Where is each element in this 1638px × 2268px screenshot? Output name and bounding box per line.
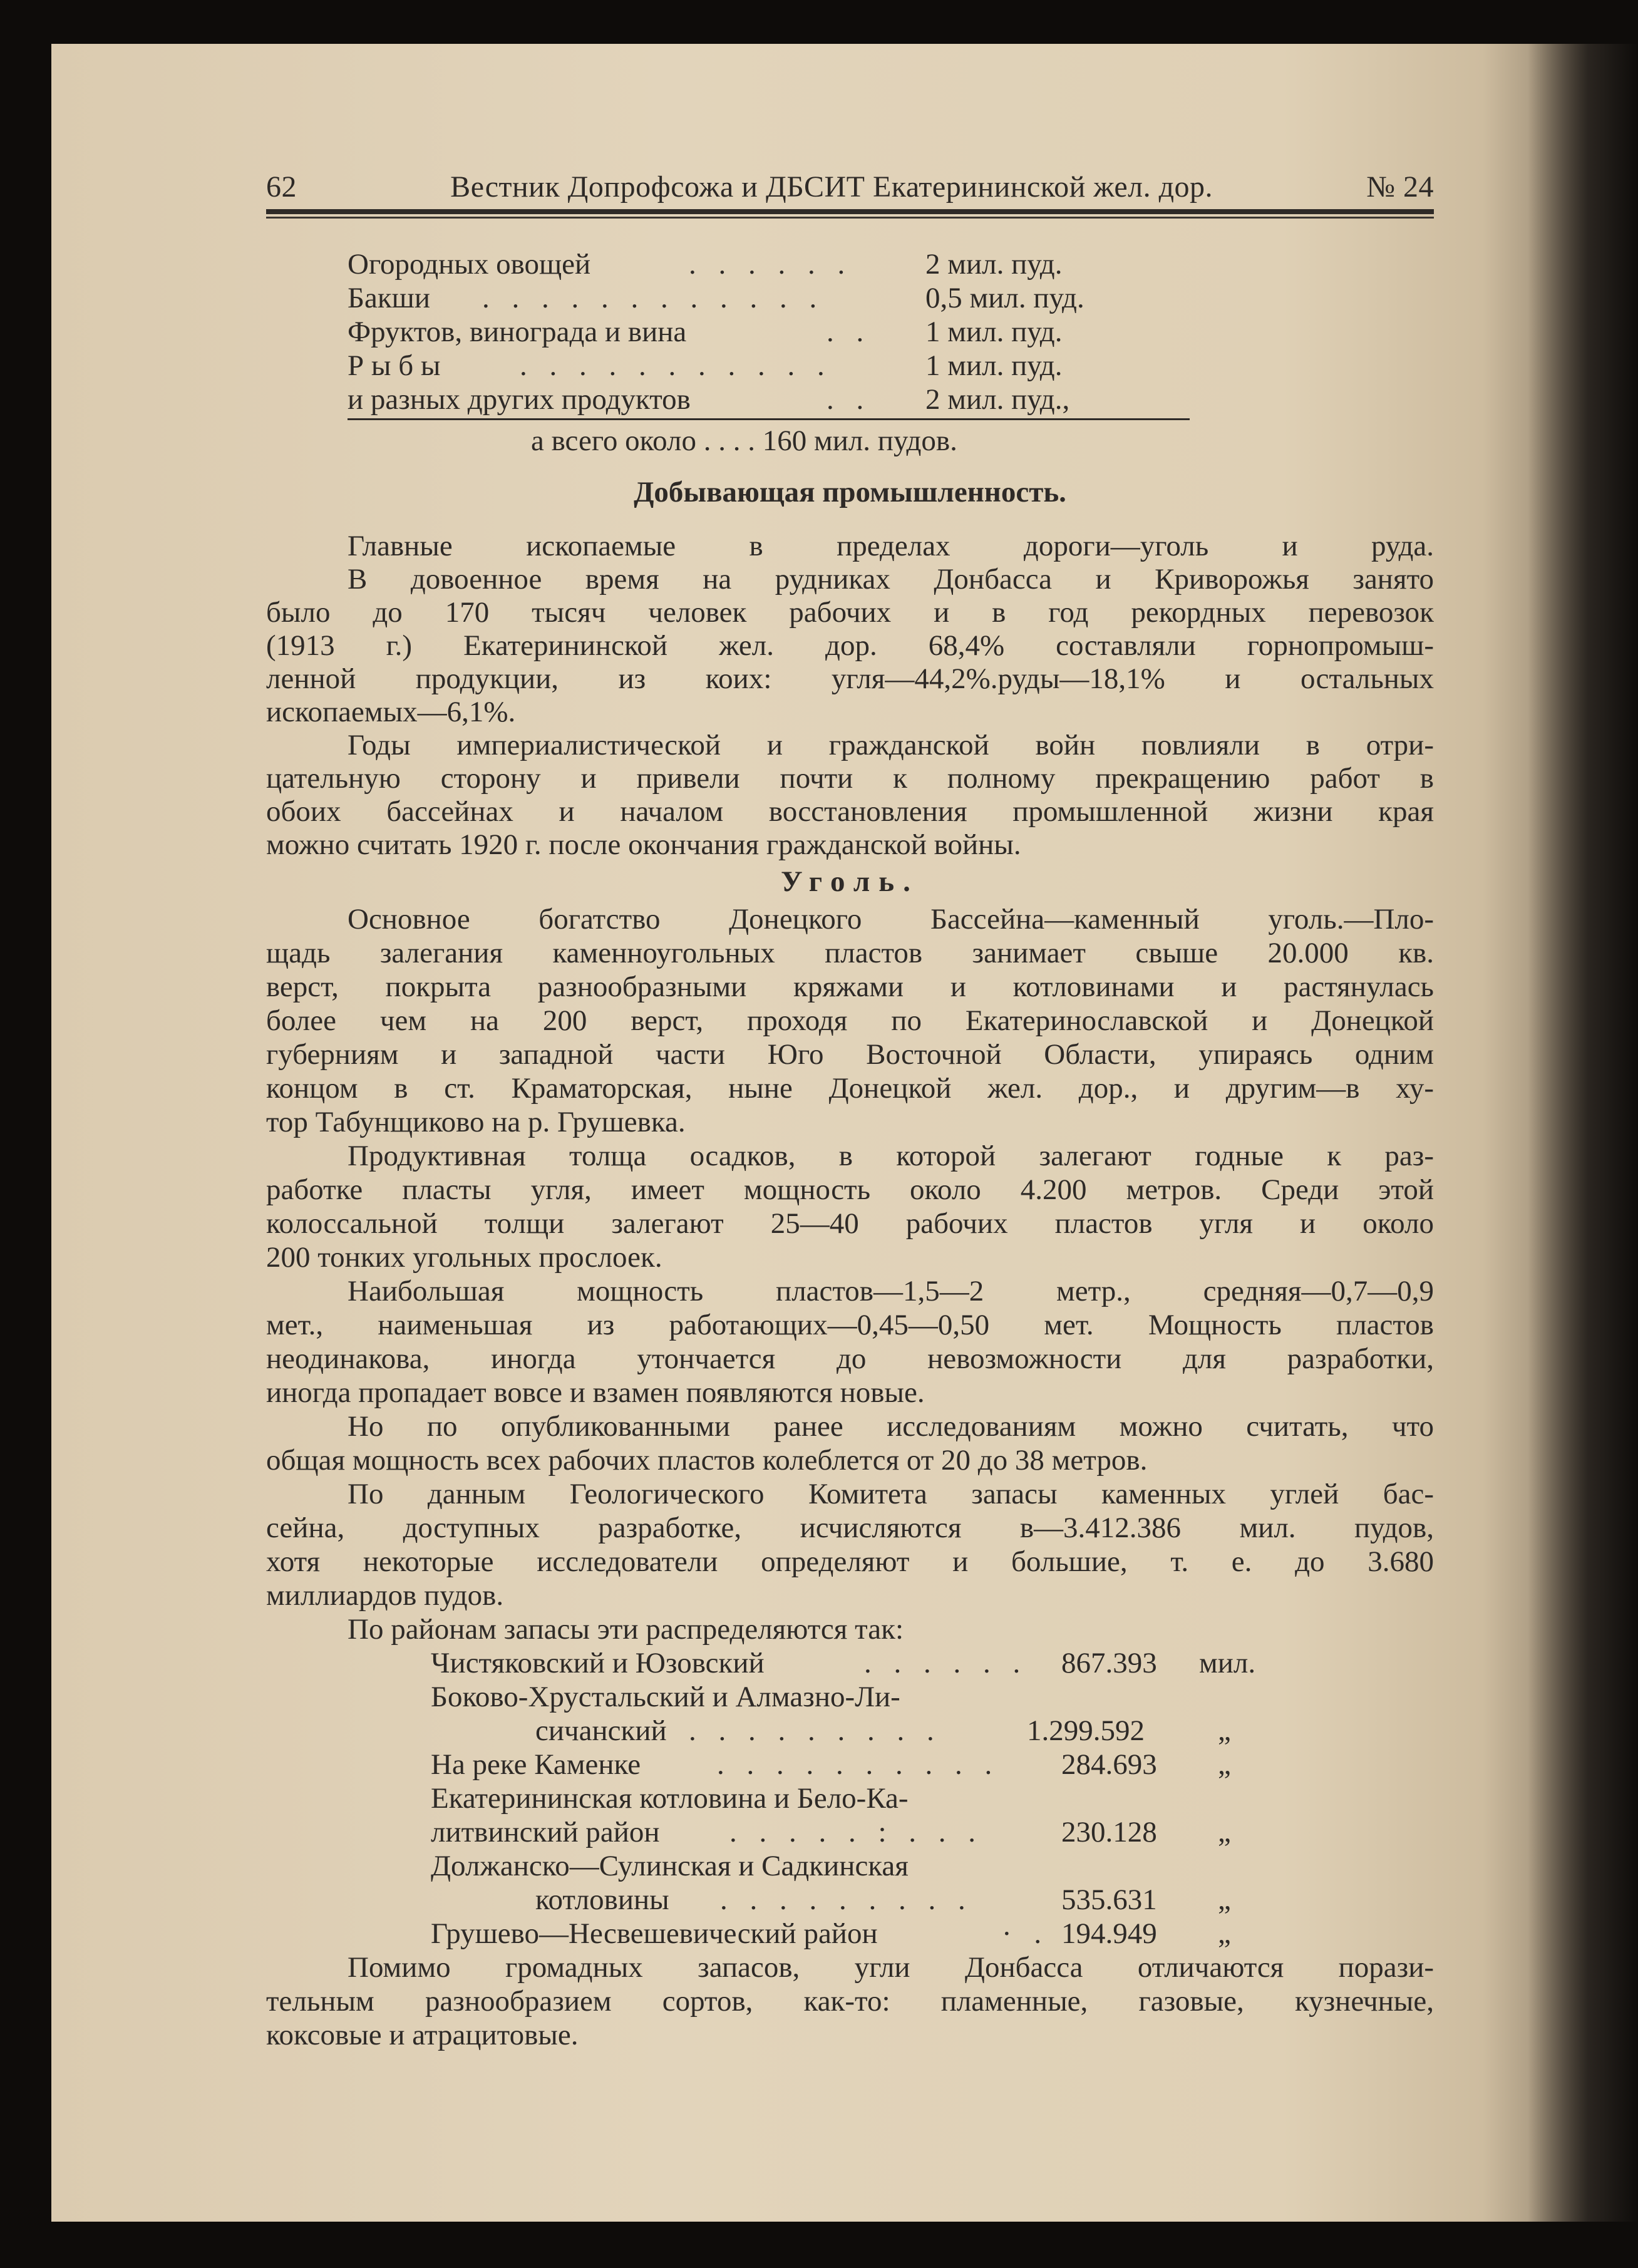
page-number: 62 <box>266 170 297 204</box>
produce-dots: . . <box>827 383 872 416</box>
issue-number: № 24 <box>1366 170 1434 204</box>
paragraph-line: концом в ст. Краматорская, ныне Донецкой жел. дор., и другим—в ху- <box>266 1072 1434 1105</box>
paragraph-line: ископаемых—6,1%. <box>266 696 516 728</box>
paragraph-line: 200 тонких угольных прослоек. <box>266 1241 662 1274</box>
produce-label: Фруктов, винограда и вина <box>348 316 687 348</box>
reserve-value: 1.299.592 <box>1027 1714 1145 1747</box>
section-heading: Добывающая промышленность. <box>634 476 1066 508</box>
reserve-dots: . . . . . . . . . . <box>717 1748 1000 1781</box>
produce-value: 1 мил. пуд. <box>925 349 1063 382</box>
paragraph-line: обоих бассейнах и началом восстановления промышленной жизни края <box>266 795 1434 828</box>
paragraph-line: По районам запасы эти распределяются так: <box>348 1613 904 1646</box>
reserve-unit: „ <box>1218 1884 1231 1916</box>
paragraph-line: Но по опубликованными ранее исследованиям можно считать, что <box>348 1410 1434 1443</box>
paragraph-line: иногда пропадает вовсе и взамен появляются новые. <box>266 1376 925 1409</box>
produce-dots: . . <box>827 316 872 348</box>
paragraph-line: более чем на 200 верст, проходя по Екатеринославской и Донецкой <box>266 1004 1434 1037</box>
produce-value: 2 мил. пуд., <box>925 383 1070 416</box>
paragraph-line: верст, покрыта разнообразными кряжами и котловинами и растянулась <box>266 971 1434 1003</box>
paragraph-line: Наибольшая мощность пластов—1,5—2 метр., средняя—0,7—0,9 <box>348 1275 1434 1307</box>
paragraph-line: щадь залегания каменноугольных пластов занимает свыше 20.000 кв. <box>266 937 1434 969</box>
produce-label: и разных других продуктов <box>348 383 691 416</box>
produce-value: 0,5 мил. пуд. <box>925 282 1084 314</box>
paragraph-line: Помимо громадных запасов, угли Донбасса отличаются порази- <box>348 1951 1434 1984</box>
paragraph-line: Основное богатство Донецкого Бассейна—каменный уголь.—Пло- <box>348 903 1434 936</box>
reserve-value: 230.128 <box>1061 1816 1157 1848</box>
paragraph-line: неодинакова, иногда утончается до невозможности для разработки, <box>266 1343 1434 1375</box>
paragraph-line: Годы империалистической и гражданской войн повлияли в отри- <box>348 729 1434 761</box>
reserve-district: Грушево—Несвешевический район <box>431 1917 878 1950</box>
produce-total: а всего около . . . . 160 мил. пудов. <box>531 425 957 457</box>
produce-value: 2 мил. пуд. <box>925 248 1063 281</box>
paragraph-line: хотя некоторые исследователи определяют и большие, т. е. до 3.680 <box>266 1545 1434 1578</box>
section-heading: Уголь. <box>781 865 919 898</box>
produce-dots: . . . . . . . . . . . . <box>482 282 825 314</box>
reserve-district: Боково-Хрустальский и Алмазно-Ли- <box>431 1681 900 1713</box>
reserve-district: Должанско—Сулинская и Садкинская <box>431 1850 909 1882</box>
paragraph-line: (1913 г.) Екатерининской жел. дор. 68,4% составляли горнопромыш- <box>266 629 1434 662</box>
produce-dots: . . . . . . . . . . . <box>520 349 832 382</box>
paragraph-line: В довоенное время на рудниках Донбасса и Криворожья занято <box>348 563 1434 595</box>
paragraph-line: работке пласты угля, имеет мощность около 4.200 метров. Среди этой <box>266 1173 1434 1206</box>
running-header <box>266 164 1434 204</box>
journal-title: Вестник Допрофсожа и ДБСИТ Екатерининской жел. дор. <box>450 170 1213 204</box>
reserve-dots: . . . . . . <box>864 1647 1028 1679</box>
produce-label: Бакши <box>348 282 431 314</box>
paragraph-line: ленной продукции, из коих: угля—44,2%.руды—18,1% и остальных <box>266 662 1434 695</box>
reserve-value: 867.393 <box>1061 1647 1157 1679</box>
paragraph-line: Продуктивная толща осадков, в которой залегают годные к раз- <box>348 1140 1434 1172</box>
produce-label: Огородных овощей <box>348 248 591 281</box>
reserve-dots: . . . . . . . . . <box>689 1714 942 1747</box>
reserve-value: 194.949 <box>1061 1917 1157 1950</box>
reserve-unit: „ <box>1218 1816 1231 1848</box>
paragraph-line: По данным Геологического Комитета запасы каменных углей бас- <box>348 1478 1434 1510</box>
reserve-dots: . . . . . : . . . <box>729 1816 984 1848</box>
paragraph-line: колоссальной толщи залегают 25—40 рабочих пластов угля и около <box>266 1207 1434 1240</box>
reserve-district: Екатерининская котловина и Бело-Ка- <box>431 1782 909 1815</box>
header-rule-thin <box>266 217 1434 219</box>
paragraph-line: миллиардов пудов. <box>266 1579 504 1612</box>
paragraph-line: губерниям и западной части Юго Восточной Области, упираясь одним <box>266 1038 1434 1071</box>
reserve-unit: мил. <box>1199 1647 1256 1679</box>
paragraph-line: мет., наименьшая из работающих—0,45—0,50 мет. Мощность пластов <box>266 1309 1434 1341</box>
header-rule-thick <box>266 209 1434 214</box>
reserve-value: 284.693 <box>1061 1748 1157 1781</box>
paragraph-line: общая мощность всех рабочих пластов колеблется от 20 до 38 метров. <box>266 1444 1148 1477</box>
paragraph-line: можно считать 1920 г. после окончания гражданской войны. <box>266 828 1021 861</box>
reserve-district-cont: котловины <box>535 1884 669 1916</box>
paragraph-line: сейна, доступных разработке, исчисляются в—3.412.386 мил. пудов, <box>266 1512 1434 1544</box>
paragraph-line: тельным разнообразием сортов, как-то: пламенные, газовые, кузнечные, <box>266 1985 1434 2018</box>
paragraph-line: Главные ископаемые в пределах дороги—уголь и руда. <box>348 530 1434 562</box>
reserve-district-cont: литвинский район <box>431 1816 660 1848</box>
produce-label: Р ы б ы <box>348 349 441 382</box>
paragraph-line: было до 170 тысяч человек рабочих и в год рекордных перевозок <box>266 596 1434 629</box>
reserve-district-cont: сичанский <box>535 1714 667 1747</box>
sum-rule <box>348 418 1190 420</box>
reserve-value: 535.631 <box>1061 1884 1157 1916</box>
paragraph-line: коксовые и атрацитовые. <box>266 2019 579 2051</box>
reserve-unit: „ <box>1218 1917 1231 1950</box>
reserve-dots: · . <box>1002 1917 1049 1950</box>
paragraph-line: тор Табунщиково на р. Грушевка. <box>266 1106 686 1138</box>
reserve-district: Чистяковский и Юзовский <box>431 1647 765 1679</box>
reserve-dots: . . . . . . . . . <box>720 1884 973 1916</box>
reserve-district: На реке Каменке <box>431 1748 641 1781</box>
reserve-unit: „ <box>1218 1714 1231 1747</box>
reserve-unit: „ <box>1218 1748 1231 1781</box>
produce-dots: . . . . . . <box>689 248 853 281</box>
produce-value: 1 мил. пуд. <box>925 316 1063 348</box>
paragraph-line: цательную сторону и привели почти к полному прекращению работ в <box>266 762 1434 795</box>
